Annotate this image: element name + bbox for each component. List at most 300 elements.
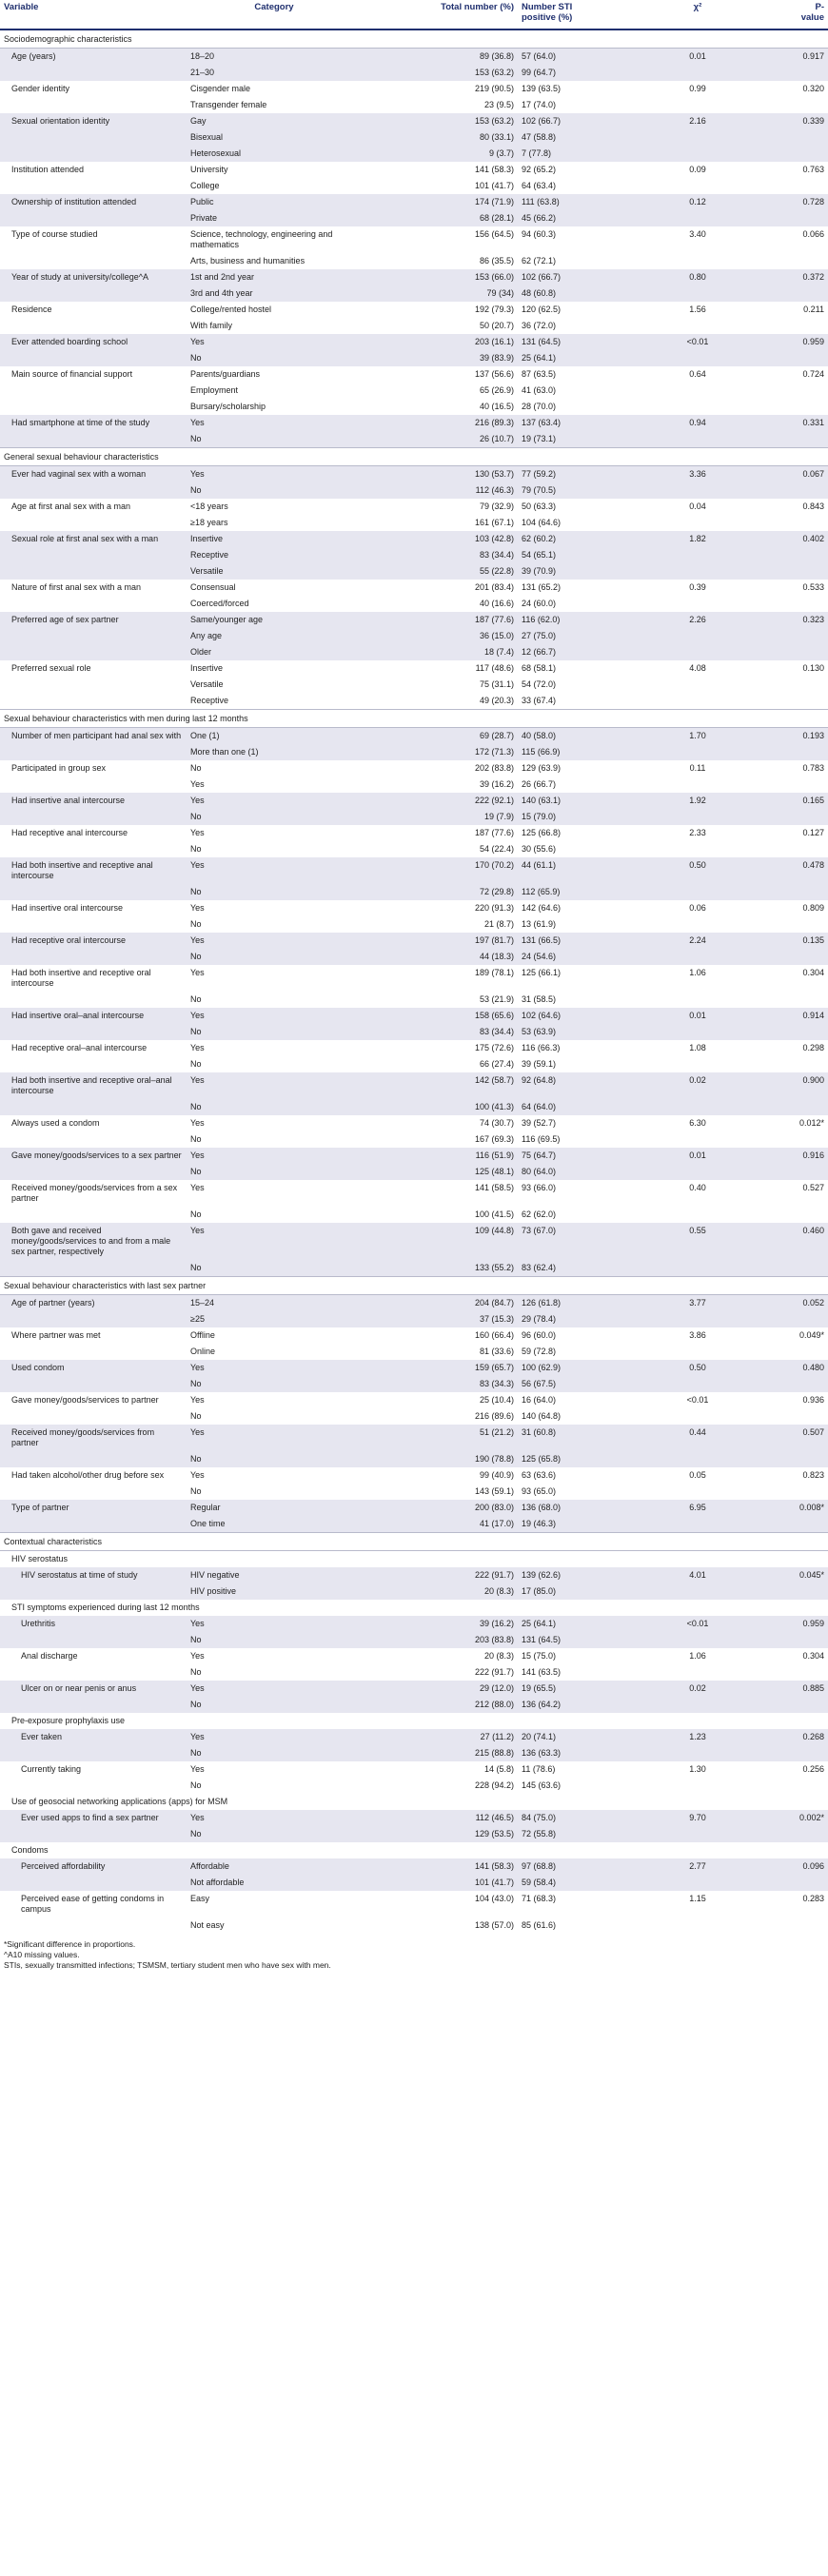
chi-square-cell <box>603 628 792 644</box>
sti-positive-cell: 17 (85.0) <box>518 1583 603 1600</box>
chi-square-cell: 2.26 <box>603 612 792 628</box>
table-row <box>0 1484 828 1500</box>
sti-positive-cell: 115 (66.9) <box>518 744 603 760</box>
sti-positive-cell: 126 (61.8) <box>518 1295 603 1312</box>
subheading: Use of geosocial networking applications (apps) for MSM <box>11 1797 228 1806</box>
sti-positive-cell: 136 (64.2) <box>518 1697 603 1713</box>
table-row <box>0 1072 828 1099</box>
variable-cell <box>0 693 187 710</box>
sti-positive-cell: 68 (58.1) <box>522 663 557 673</box>
category-cell: Not affordable <box>187 1875 362 1891</box>
total-cell: 220 (91.3) <box>474 903 514 913</box>
variable-cell: Where partner was met <box>11 1330 101 1340</box>
sti-positive-cell: 62 (62.0) <box>522 1209 557 1219</box>
chi-square-cell: 1.06 <box>689 1651 706 1661</box>
table-row <box>0 97 828 113</box>
table-row <box>0 129 828 146</box>
category-cell: 21–30 <box>187 65 362 81</box>
total-cell: 137 (56.6) <box>474 369 514 379</box>
total-cell: 143 (59.1) <box>474 1486 514 1496</box>
variable-cell: Ownership of institution attended <box>0 194 187 210</box>
category-cell: Cisgender male <box>190 84 251 93</box>
variable-cell <box>0 399 187 415</box>
header-variable: Variable <box>0 0 187 29</box>
category-cell: With family <box>190 321 233 330</box>
table-row <box>0 415 828 431</box>
variable-cell <box>0 350 187 366</box>
total-cell: 20 (8.3) <box>483 1651 514 1661</box>
table-row <box>0 1056 828 1072</box>
category-cell: Yes <box>190 1043 205 1052</box>
sti-positive-cell: 102 (64.6) <box>518 1008 603 1024</box>
variable-cell <box>0 1484 187 1500</box>
variable-cell <box>0 146 187 162</box>
category-cell: Science, technology, engineering and mathematics <box>190 229 333 249</box>
sti-positive-cell: 59 (58.4) <box>518 1875 603 1891</box>
p-value-cell: 0.900 <box>792 1072 828 1099</box>
category-cell: Parents/guardians <box>190 369 261 379</box>
chi-square-cell: 0.01 <box>603 49 792 66</box>
variable-cell <box>0 65 187 81</box>
chi-square-cell: 0.39 <box>689 582 706 592</box>
sti-positive-cell: 36 (72.0) <box>522 321 557 330</box>
sti-positive-cell: 79 (70.5) <box>518 482 603 499</box>
p-value-cell <box>792 1917 828 1934</box>
variable-cell <box>0 1260 187 1277</box>
total-cell: 161 (67.1) <box>474 518 514 527</box>
sti-positive-cell: 93 (66.0) <box>522 1183 557 1192</box>
sti-positive-cell: 111 (63.8) <box>518 194 603 210</box>
chi-square-cell: 0.11 <box>689 763 706 773</box>
table-row <box>0 1778 828 1794</box>
chi-square-cell: 0.40 <box>689 1183 706 1192</box>
variable-cell <box>0 318 187 334</box>
total-cell: 228 (94.2) <box>474 1780 514 1790</box>
p-value-cell <box>792 884 828 900</box>
table-row <box>0 269 828 285</box>
category-cell: Coerced/forced <box>190 599 249 608</box>
category-cell: No <box>187 1099 362 1115</box>
table-row <box>0 302 828 318</box>
category-cell: No <box>190 1667 202 1677</box>
variable-cell <box>0 97 187 113</box>
chi-square-cell <box>603 916 792 933</box>
variable-cell <box>0 884 187 900</box>
p-value-cell <box>792 563 828 580</box>
variable-cell: Age (years) <box>0 49 187 66</box>
category-cell: No <box>187 350 362 366</box>
table-row <box>0 515 828 531</box>
variable-cell <box>0 1697 187 1713</box>
category-cell: Yes <box>187 1223 362 1260</box>
sti-positive-cell: 63 (63.6) <box>522 1470 557 1480</box>
sti-positive-cell: 62 (60.2) <box>518 531 603 547</box>
total-cell: 80 (33.1) <box>362 129 518 146</box>
chi-square-cell: 2.16 <box>603 113 792 129</box>
total-cell: 40 (16.5) <box>479 402 514 411</box>
chi-square-cell <box>603 97 792 113</box>
sti-positive-cell: 77 (59.2) <box>518 466 603 483</box>
p-value-cell <box>792 318 828 334</box>
variable-cell <box>0 777 187 793</box>
total-cell: 44 (18.3) <box>362 949 518 965</box>
category-cell: Employment <box>190 385 239 395</box>
p-value-cell <box>792 916 828 933</box>
subheading-row <box>0 1713 828 1729</box>
table-row <box>0 809 828 825</box>
p-value-cell <box>792 777 828 793</box>
p-value-cell: 0.823 <box>802 1470 824 1480</box>
p-value-cell <box>792 949 828 965</box>
total-cell: 50 (20.7) <box>479 321 514 330</box>
total-cell: 141 (58.3) <box>474 165 514 174</box>
chi-square-cell <box>603 431 792 448</box>
category-cell: No <box>187 1826 362 1842</box>
sti-positive-cell: 44 (61.1) <box>518 857 603 884</box>
category-cell: No <box>190 1059 202 1069</box>
p-value-cell: 0.304 <box>802 1651 824 1661</box>
sti-positive-cell: 54 (65.1) <box>518 547 603 563</box>
chi-square-cell <box>603 1056 792 1072</box>
p-value-cell: 0.066 <box>802 229 824 239</box>
p-value-cell: 0.885 <box>792 1681 828 1697</box>
chi-square-cell: 0.80 <box>603 269 792 285</box>
sti-positive-cell: 20 (74.1) <box>518 1729 603 1745</box>
sti-positive-cell: 104 (64.6) <box>522 518 562 527</box>
sti-positive-cell: 29 (78.4) <box>518 1311 603 1327</box>
chi-square-cell <box>603 1207 792 1223</box>
p-value-cell <box>792 841 828 857</box>
variable-cell: Had receptive oral–anal intercourse <box>11 1043 148 1052</box>
table-row <box>0 547 828 563</box>
total-cell: 112 (46.3) <box>362 482 518 499</box>
p-value-cell: 0.402 <box>792 531 828 547</box>
variable-cell <box>0 285 187 302</box>
total-cell: 83 (34.4) <box>362 1024 518 1040</box>
variable-cell: Ever used apps to find a sex partner <box>0 1810 187 1826</box>
total-cell: 219 (90.5) <box>474 84 514 93</box>
p-value-cell: 0.008* <box>792 1500 828 1516</box>
sti-positive-cell: 83 (62.4) <box>518 1260 603 1277</box>
table-row <box>0 1810 828 1826</box>
category-cell: Yes <box>190 828 205 837</box>
chi-square-cell <box>603 693 792 710</box>
p-value-cell: 0.096 <box>792 1858 828 1875</box>
variable-cell <box>0 1826 187 1842</box>
total-cell: 21 (8.7) <box>483 919 514 929</box>
category-cell: Yes <box>190 1183 205 1192</box>
chi-square-cell <box>603 146 792 162</box>
p-value-cell <box>792 1484 828 1500</box>
p-value-cell <box>792 178 828 194</box>
sti-positive-cell: 72 (55.8) <box>518 1826 603 1842</box>
p-value-cell <box>792 1697 828 1713</box>
sti-positive-cell: 71 (68.3) <box>522 1894 557 1903</box>
total-cell: 170 (70.2) <box>362 857 518 884</box>
total-cell: 53 (21.9) <box>479 994 514 1004</box>
p-value-cell <box>792 253 828 269</box>
variable-cell <box>0 210 187 226</box>
table-row <box>0 612 828 628</box>
chi-square-cell <box>603 285 792 302</box>
category-cell: <18 years <box>190 501 228 511</box>
chi-square-cell <box>603 515 792 531</box>
p-value-cell <box>792 210 828 226</box>
total-cell: 68 (28.1) <box>362 210 518 226</box>
p-value-cell: 0.809 <box>802 903 824 913</box>
total-cell: 222 (91.7) <box>362 1567 518 1583</box>
total-cell: 222 (92.1) <box>362 793 518 809</box>
category-cell: No <box>187 1260 362 1277</box>
sti-positive-cell: 27 (75.0) <box>518 628 603 644</box>
category-cell: 18–20 <box>187 49 362 66</box>
total-cell: 175 (72.6) <box>474 1043 514 1052</box>
table-row <box>0 916 828 933</box>
category-cell: Offline <box>190 1330 215 1340</box>
subheading: STI symptoms experienced during last 12 months <box>11 1603 200 1612</box>
sti-positive-cell: 62 (72.1) <box>522 256 557 265</box>
category-cell: No <box>190 919 202 929</box>
chi-square-cell <box>603 1484 792 1500</box>
sti-positive-cell: 102 (66.7) <box>518 269 603 285</box>
variable-cell <box>0 1632 187 1648</box>
header-pvalue: P-value <box>792 0 828 29</box>
chi-square-cell <box>603 596 792 612</box>
sti-positive-cell: 136 (63.3) <box>518 1745 603 1761</box>
chi-square-cell: 1.08 <box>689 1043 706 1052</box>
variable-cell <box>0 431 187 448</box>
subheading-row <box>0 1551 828 1568</box>
p-value-cell: 0.936 <box>802 1395 824 1405</box>
variable-cell: Had taken alcohol/other drug before sex <box>11 1470 165 1480</box>
chi-square-cell <box>603 1583 792 1600</box>
p-value-cell: 0.480 <box>792 1360 828 1376</box>
table-row <box>0 1467 828 1484</box>
category-cell: Easy <box>190 1894 210 1903</box>
p-value-cell <box>792 383 828 399</box>
p-value-cell: 0.724 <box>802 369 824 379</box>
total-cell: 187 (77.6) <box>474 828 514 837</box>
p-value-cell <box>792 596 828 612</box>
table-row <box>0 81 828 97</box>
variable-cell <box>0 1311 187 1327</box>
total-cell: 9 (3.7) <box>362 146 518 162</box>
p-value-cell <box>792 547 828 563</box>
p-value-cell <box>792 693 828 710</box>
total-cell: 192 (79.3) <box>474 305 514 314</box>
p-value-cell: 0.323 <box>792 612 828 628</box>
total-cell: 104 (43.0) <box>474 1894 514 1903</box>
table-row <box>0 1311 828 1327</box>
chi-square-cell: 4.01 <box>603 1567 792 1583</box>
table-row <box>0 1451 828 1467</box>
category-cell: More than one (1) <box>187 744 362 760</box>
sti-positive-cell: 12 (66.7) <box>518 644 603 660</box>
sti-positive-cell: 142 (64.6) <box>522 903 562 913</box>
p-value-cell: 0.298 <box>802 1043 824 1052</box>
total-cell: 51 (21.2) <box>362 1425 518 1451</box>
chi-square-cell: 0.12 <box>603 194 792 210</box>
chi-square-cell <box>603 1451 792 1467</box>
sti-positive-cell: 100 (62.9) <box>518 1360 603 1376</box>
sti-positive-cell: 28 (70.0) <box>522 402 557 411</box>
category-cell: Yes <box>187 857 362 884</box>
variable-cell: Had both insertive and receptive anal intercourse <box>0 857 187 884</box>
table-row <box>0 825 828 841</box>
sti-positive-cell: 48 (60.8) <box>518 285 603 302</box>
p-value-cell <box>792 431 828 448</box>
sti-positive-cell: 59 (72.8) <box>522 1347 557 1356</box>
table-row <box>0 1376 828 1392</box>
table-row <box>0 1408 828 1425</box>
chi-square-cell <box>603 210 792 226</box>
table-row <box>0 1761 828 1778</box>
sti-positive-cell: 31 (58.5) <box>522 994 557 1004</box>
total-cell: 29 (12.0) <box>362 1681 518 1697</box>
table-row <box>0 285 828 302</box>
total-cell: 14 (5.8) <box>483 1764 514 1774</box>
p-value-cell <box>792 1311 828 1327</box>
category-cell: Yes <box>190 968 205 977</box>
variable-cell <box>0 1778 187 1794</box>
table-row <box>0 1516 828 1533</box>
table-row <box>0 628 828 644</box>
p-value-cell <box>792 992 828 1008</box>
p-value-cell: 0.052 <box>792 1295 828 1312</box>
variable-cell: Gender identity <box>11 84 70 93</box>
variable-cell <box>0 1344 187 1360</box>
p-value-cell: 0.763 <box>802 165 824 174</box>
category-cell: Yes <box>190 779 205 789</box>
variable-cell <box>0 563 187 580</box>
total-cell: 204 (84.7) <box>362 1295 518 1312</box>
subheading-row <box>0 1600 828 1616</box>
table-row <box>0 1681 828 1697</box>
chi-square-cell <box>603 1745 792 1761</box>
footnote: ^A10 missing values. <box>4 1950 80 1959</box>
variable-cell: Type of course studied <box>11 229 98 239</box>
category-cell: No <box>190 844 202 854</box>
total-cell: 100 (41.5) <box>474 1209 514 1219</box>
total-cell: 189 (78.1) <box>474 968 514 977</box>
sti-positive-cell: 116 (66.3) <box>522 1043 561 1052</box>
sti-positive-cell: 33 (67.4) <box>522 696 557 705</box>
p-value-cell: 0.916 <box>792 1148 828 1164</box>
p-value-cell <box>792 1451 828 1467</box>
footnote: *Significant difference in proportions. <box>4 1939 136 1949</box>
variable-cell <box>0 1131 187 1148</box>
chi-square-cell: 0.09 <box>689 165 706 174</box>
p-value-cell <box>792 644 828 660</box>
total-cell: 54 (22.4) <box>479 844 514 854</box>
category-cell: Affordable <box>187 1858 362 1875</box>
chi-square-cell: 0.50 <box>603 857 792 884</box>
p-value-cell: 0.460 <box>792 1223 828 1260</box>
table-row <box>0 1567 828 1583</box>
chi-square-cell: 1.15 <box>689 1894 706 1903</box>
table-row <box>0 1207 828 1223</box>
total-cell: 99 (40.9) <box>479 1470 514 1480</box>
p-value-cell: 0.211 <box>803 305 824 314</box>
variable-cell <box>0 949 187 965</box>
p-value-cell <box>792 285 828 302</box>
table-row <box>0 350 828 366</box>
variable-cell: Had both insertive and receptive oral–anal intercourse <box>0 1072 187 1099</box>
total-cell: 112 (46.5) <box>362 1810 518 1826</box>
variable-cell: Currently taking <box>21 1764 82 1774</box>
variable-cell: Both gave and received money/goods/services to and from a male sex partner, respectively <box>0 1223 187 1260</box>
p-value-cell <box>792 1778 828 1794</box>
p-value-cell <box>792 1207 828 1223</box>
p-value-cell: 0.959 <box>792 334 828 350</box>
category-cell: No <box>190 1780 202 1790</box>
variable-cell: Sexual orientation identity <box>0 113 187 129</box>
variable-cell <box>0 596 187 612</box>
category-cell: ≥18 years <box>190 518 228 527</box>
table-row <box>0 677 828 693</box>
variable-cell: Had insertive oral–anal intercourse <box>0 1008 187 1024</box>
sti-positive-cell: 73 (67.0) <box>518 1223 603 1260</box>
category-cell: Yes <box>190 1395 205 1405</box>
variable-cell <box>0 644 187 660</box>
p-value-cell: 0.193 <box>792 728 828 745</box>
sti-positive-cell: 19 (73.1) <box>518 431 603 448</box>
table-row <box>0 1583 828 1600</box>
p-value-cell: 0.127 <box>802 828 824 837</box>
category-cell: Consensual <box>190 582 236 592</box>
chi-square-cell: 2.33 <box>689 828 706 837</box>
category-cell: Yes <box>187 1681 362 1697</box>
sti-positive-cell: 64 (64.0) <box>518 1099 603 1115</box>
header-category: Category <box>187 0 362 29</box>
chi-square-cell: 3.40 <box>689 229 706 239</box>
variable-cell <box>0 515 187 531</box>
variable-cell: Main source of financial support <box>11 369 133 379</box>
table-row <box>0 1891 828 1917</box>
total-cell: 130 (53.7) <box>362 466 518 483</box>
sti-positive-cell: 139 (63.5) <box>522 84 562 93</box>
chi-square-cell: 0.64 <box>689 369 706 379</box>
total-cell: 133 (55.2) <box>362 1260 518 1277</box>
variable-cell: Residence <box>11 305 52 314</box>
table-row <box>0 226 828 253</box>
category-cell: No <box>187 884 362 900</box>
p-value-cell <box>792 1408 828 1425</box>
table-row <box>0 596 828 612</box>
variable-cell: Anal discharge <box>21 1651 78 1661</box>
total-cell: 65 (26.9) <box>479 385 514 395</box>
table-row <box>0 1008 828 1024</box>
chi-square-cell <box>603 644 792 660</box>
p-value-cell: 0.256 <box>802 1764 824 1774</box>
table-row <box>0 482 828 499</box>
section-heading: Sociodemographic characteristics <box>0 29 828 49</box>
p-value-cell: 0.049* <box>798 1330 824 1340</box>
variable-cell <box>0 547 187 563</box>
table-row <box>0 1327 828 1344</box>
total-cell: 55 (22.8) <box>362 563 518 580</box>
table-row <box>0 178 828 194</box>
variable-cell: Received money/goods/services from partner <box>0 1425 187 1451</box>
variable-cell: Perceived affordability <box>0 1858 187 1875</box>
table-row <box>0 431 828 448</box>
chi-square-cell: 0.01 <box>603 1008 792 1024</box>
total-cell: 18 (7.4) <box>362 644 518 660</box>
category-cell: No <box>190 1486 202 1496</box>
p-value-cell: 0.130 <box>802 663 824 673</box>
category-cell: Yes <box>190 1651 205 1661</box>
variable-cell: Ever attended boarding school <box>0 334 187 350</box>
